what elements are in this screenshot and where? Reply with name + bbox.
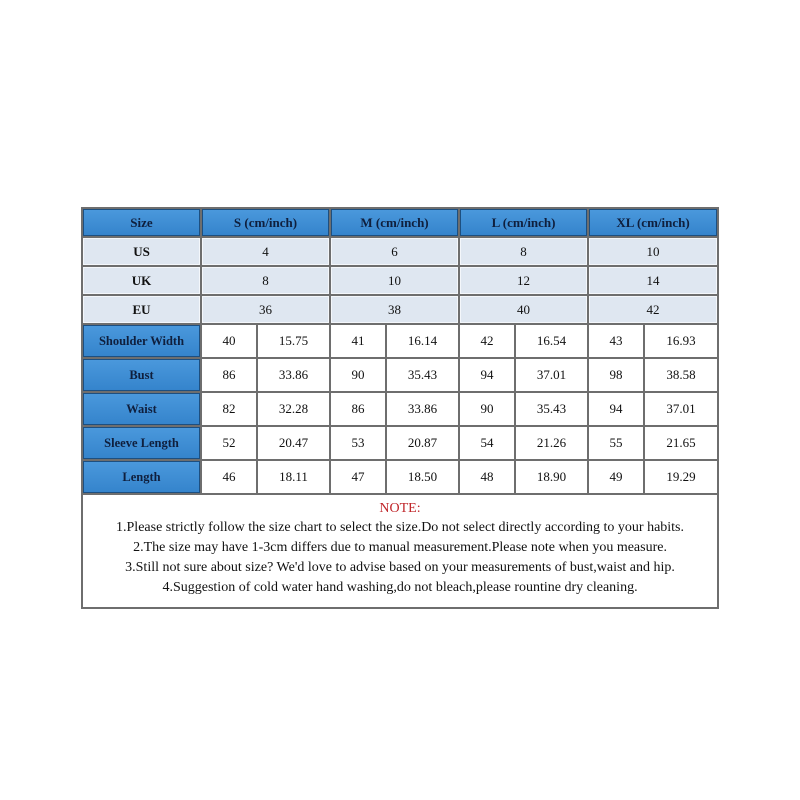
bust-m-inch: 35.43: [387, 359, 458, 391]
row-bust: [83, 359, 717, 391]
note-row: [83, 495, 717, 607]
sleeve-xl-cm: 55: [589, 427, 643, 459]
header-row: [83, 209, 717, 236]
shoulder-xl-inch: 16.93: [645, 325, 717, 357]
uk-s: 8: [202, 267, 329, 294]
sleeve-l-inch: 21.26: [516, 427, 587, 459]
us-l: 8: [460, 238, 587, 265]
note-line-4: 4.Suggestion of cold water hand washing,do not bleach,please rountine dry cleaning.: [162, 580, 638, 595]
sleeve-m-cm: 53: [331, 427, 385, 459]
row-label-us: US: [83, 238, 200, 265]
size-chart: [81, 207, 718, 609]
length-s-cm: 46: [202, 461, 256, 493]
sleeve-xl-inch: 21.65: [645, 427, 717, 459]
shoulder-s-cm: 40: [202, 325, 256, 357]
row-label-bust: Bust: [83, 359, 200, 391]
row-label-shoulder-width: Shoulder Width: [83, 325, 200, 357]
uk-m: 10: [331, 267, 458, 294]
us-m: 6: [331, 238, 458, 265]
waist-l-inch: 35.43: [516, 393, 587, 425]
row-shoulder-width: [83, 325, 717, 357]
waist-m-inch: 33.86: [387, 393, 458, 425]
size-chart-table: [81, 207, 719, 609]
length-m-inch: 18.50: [387, 461, 458, 493]
us-xl: 10: [589, 238, 717, 265]
header-size-s: S (cm/inch): [202, 209, 329, 236]
row-label-sleeve-length: Sleeve Length: [83, 427, 200, 459]
note-section: [83, 495, 717, 607]
waist-s-cm: 82: [202, 393, 256, 425]
uk-l: 12: [460, 267, 587, 294]
bust-m-cm: 90: [331, 359, 385, 391]
bust-l-inch: 37.01: [516, 359, 587, 391]
row-uk: [83, 267, 717, 294]
shoulder-xl-cm: 43: [589, 325, 643, 357]
length-l-cm: 48: [460, 461, 514, 493]
row-label-eu: EU: [83, 296, 200, 323]
header-size-l: L (cm/inch): [460, 209, 587, 236]
bust-xl-inch: 38.58: [645, 359, 717, 391]
note-line-3: 3.Still not sure about size? We'd love to advise based on your measurements of bust,waist and hip.: [125, 560, 675, 575]
waist-xl-cm: 94: [589, 393, 643, 425]
sleeve-m-inch: 20.87: [387, 427, 458, 459]
sleeve-s-cm: 52: [202, 427, 256, 459]
bust-xl-cm: 98: [589, 359, 643, 391]
uk-xl: 14: [589, 267, 717, 294]
length-xl-inch: 19.29: [645, 461, 717, 493]
header-size-label: Size: [83, 209, 200, 236]
row-label-uk: UK: [83, 267, 200, 294]
row-label-length: Length: [83, 461, 200, 493]
waist-xl-inch: 37.01: [645, 393, 717, 425]
length-s-inch: 18.11: [258, 461, 329, 493]
note-line-2: 2.The size may have 1-3cm differs due to manual measurement.Please note when you measure.: [133, 540, 667, 555]
eu-s: 36: [202, 296, 329, 323]
note-title: NOTE:: [379, 501, 421, 516]
shoulder-m-inch: 16.14: [387, 325, 458, 357]
row-sleeve-length: [83, 427, 717, 459]
header-size-m: M (cm/inch): [331, 209, 458, 236]
length-xl-cm: 49: [589, 461, 643, 493]
us-s: 4: [202, 238, 329, 265]
shoulder-l-inch: 16.54: [516, 325, 587, 357]
waist-l-cm: 90: [460, 393, 514, 425]
waist-m-cm: 86: [331, 393, 385, 425]
shoulder-s-inch: 15.75: [258, 325, 329, 357]
eu-m: 38: [331, 296, 458, 323]
sleeve-l-cm: 54: [460, 427, 514, 459]
waist-s-inch: 32.28: [258, 393, 329, 425]
eu-xl: 42: [589, 296, 717, 323]
shoulder-l-cm: 42: [460, 325, 514, 357]
row-eu: [83, 296, 717, 323]
eu-l: 40: [460, 296, 587, 323]
note-line-1: 1.Please strictly follow the size chart to select the size.Do not select directly according to your habits.: [116, 520, 685, 535]
bust-l-cm: 94: [460, 359, 514, 391]
bust-s-inch: 33.86: [258, 359, 329, 391]
sleeve-s-inch: 20.47: [258, 427, 329, 459]
row-length: [83, 461, 717, 493]
row-label-waist: Waist: [83, 393, 200, 425]
length-l-inch: 18.90: [516, 461, 587, 493]
header-size-xl: XL (cm/inch): [589, 209, 717, 236]
shoulder-m-cm: 41: [331, 325, 385, 357]
row-waist: [83, 393, 717, 425]
row-us: [83, 238, 717, 265]
bust-s-cm: 86: [202, 359, 256, 391]
length-m-cm: 47: [331, 461, 385, 493]
